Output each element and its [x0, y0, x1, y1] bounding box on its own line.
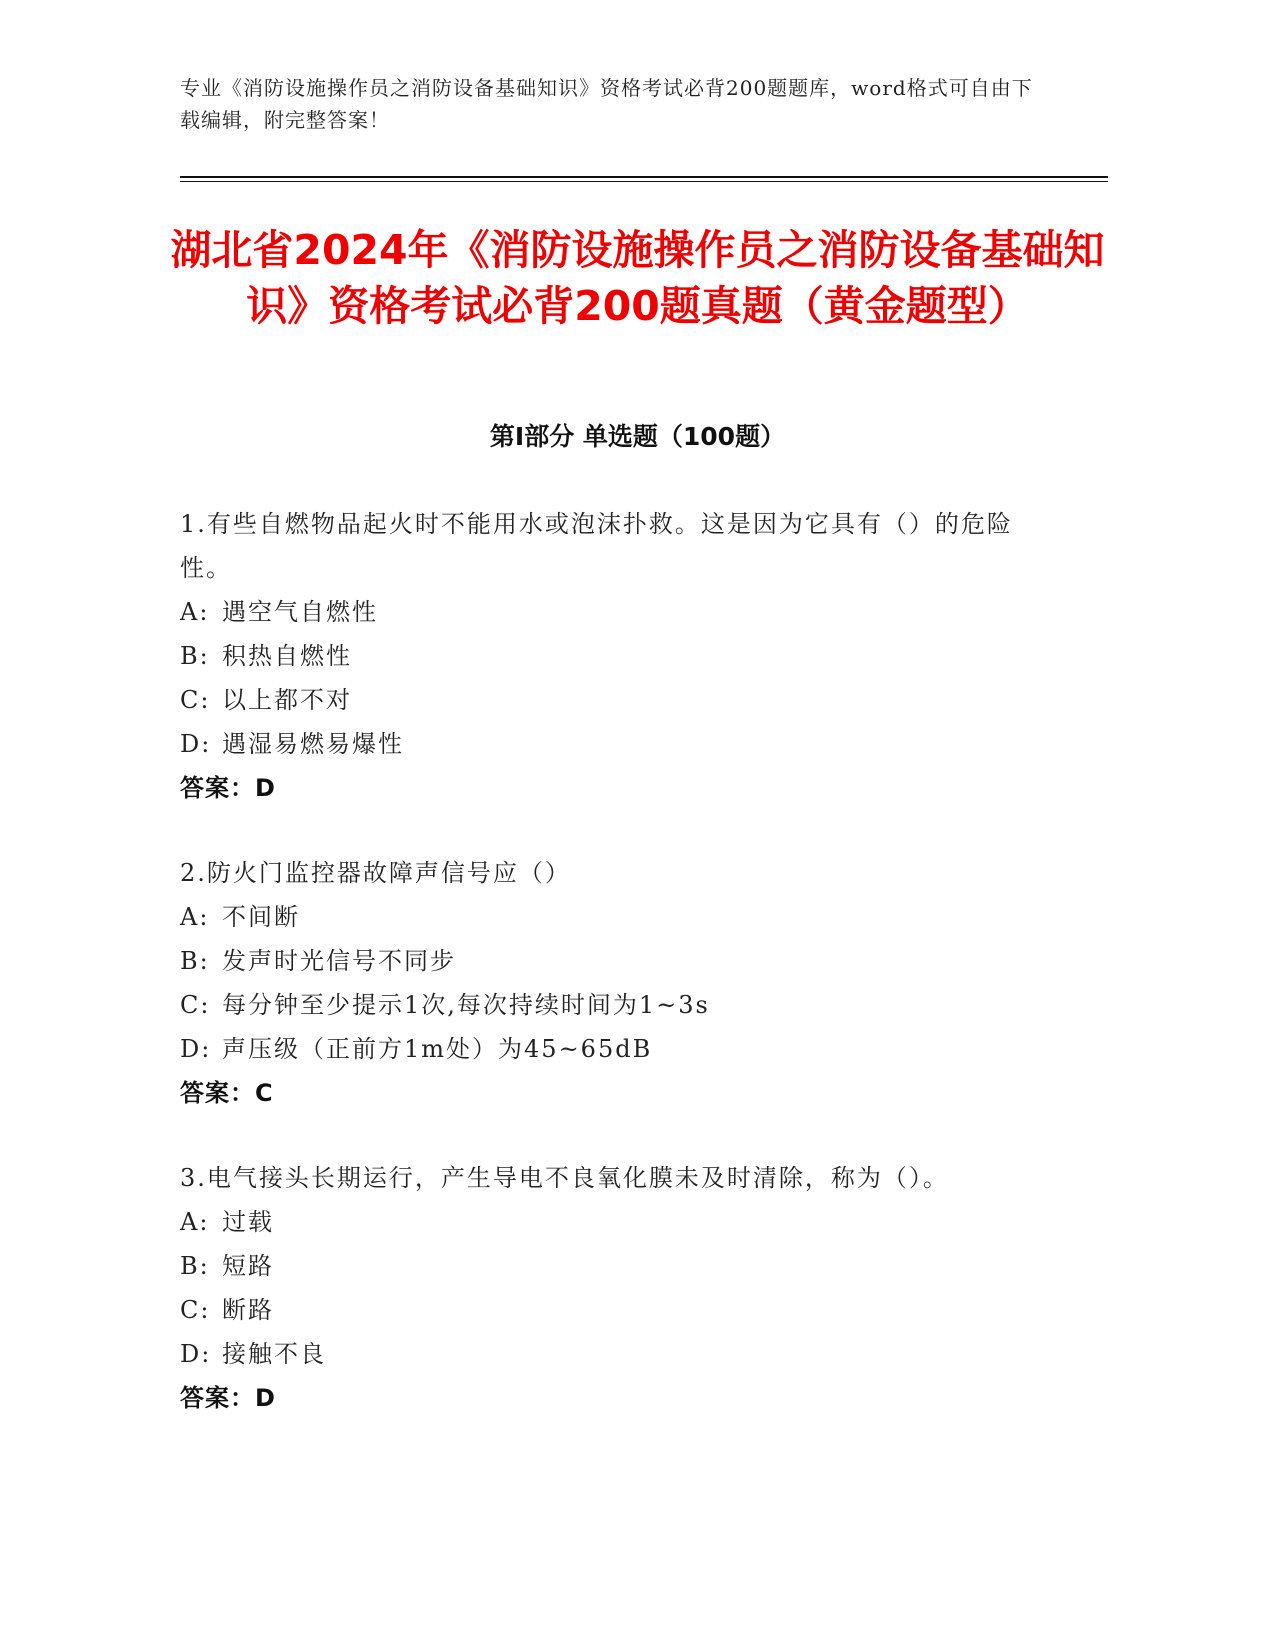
option-letter: B:	[180, 1252, 210, 1280]
option-text: 断路	[222, 1296, 274, 1324]
option-text: 积热自燃性	[222, 642, 352, 670]
question-1	[180, 502, 1060, 810]
section-heading: 第I部分 单选题（100题）	[489, 422, 786, 451]
option-letter: C:	[180, 1296, 211, 1324]
option-letter: C:	[180, 991, 211, 1019]
header-note: 专业《消防设施操作员之消防设备基础知识》资格考试必背200题题库，word格式可自由下载编辑，附完整答案！	[180, 76, 1033, 132]
question-stem: 1.有些自燃物品起火时不能用水或泡沫扑救。这是因为它具有（）的危险性。	[180, 510, 1013, 582]
option-letter: C:	[180, 686, 211, 714]
option-d	[180, 1027, 1060, 1071]
option-b	[180, 939, 1060, 983]
option-text: 不间断	[222, 903, 300, 931]
option-text: 遇空气自燃性	[222, 598, 378, 626]
option-text: 遇湿易燃易爆性	[222, 730, 404, 758]
question-stem: 2.防火门监控器故障声信号应（）	[180, 859, 571, 887]
option-text: 以上都不对	[222, 686, 352, 714]
question-stem: 3.电气接头长期运行，产生导电不良氧化膜未及时清除，称为（）。	[180, 1164, 949, 1192]
option-a	[180, 590, 1060, 634]
option-d	[180, 722, 1060, 766]
option-letter: D:	[180, 1035, 212, 1063]
option-b	[180, 1244, 1060, 1288]
option-letter: B:	[180, 947, 210, 975]
header-divider-thin	[180, 181, 1108, 182]
option-a	[180, 895, 1060, 939]
option-text: 过载	[222, 1208, 274, 1236]
option-c	[180, 1288, 1060, 1332]
option-a	[180, 1200, 1060, 1244]
option-text: 声压级（正前方1m处）为45~65dB	[222, 1035, 653, 1063]
answer-label: 答案：D	[180, 1384, 276, 1412]
option-c	[180, 983, 1060, 1027]
option-letter: D:	[180, 730, 212, 758]
option-d	[180, 1332, 1060, 1376]
document-title: 湖北省2024年《消防设施操作员之消防设备基础知识》资格考试必背200题真题（黄金题型）	[170, 226, 1105, 330]
option-text: 每分钟至少提示1次,每次持续时间为1~3s	[222, 991, 710, 1019]
option-letter: B:	[180, 642, 210, 670]
option-letter: A:	[180, 598, 210, 626]
option-b	[180, 634, 1060, 678]
question-2	[180, 851, 1060, 1115]
option-letter: A:	[180, 1208, 210, 1236]
answer-label: 答案：D	[180, 774, 276, 802]
option-letter: A:	[180, 903, 210, 931]
header-divider-thick	[180, 176, 1108, 178]
answer-label: 答案：C	[180, 1079, 274, 1107]
option-text: 发声时光信号不同步	[222, 947, 456, 975]
option-letter: D:	[180, 1340, 212, 1368]
option-text: 短路	[222, 1252, 274, 1280]
question-3	[180, 1156, 1060, 1420]
option-c	[180, 678, 1060, 722]
option-text: 接触不良	[222, 1340, 326, 1368]
